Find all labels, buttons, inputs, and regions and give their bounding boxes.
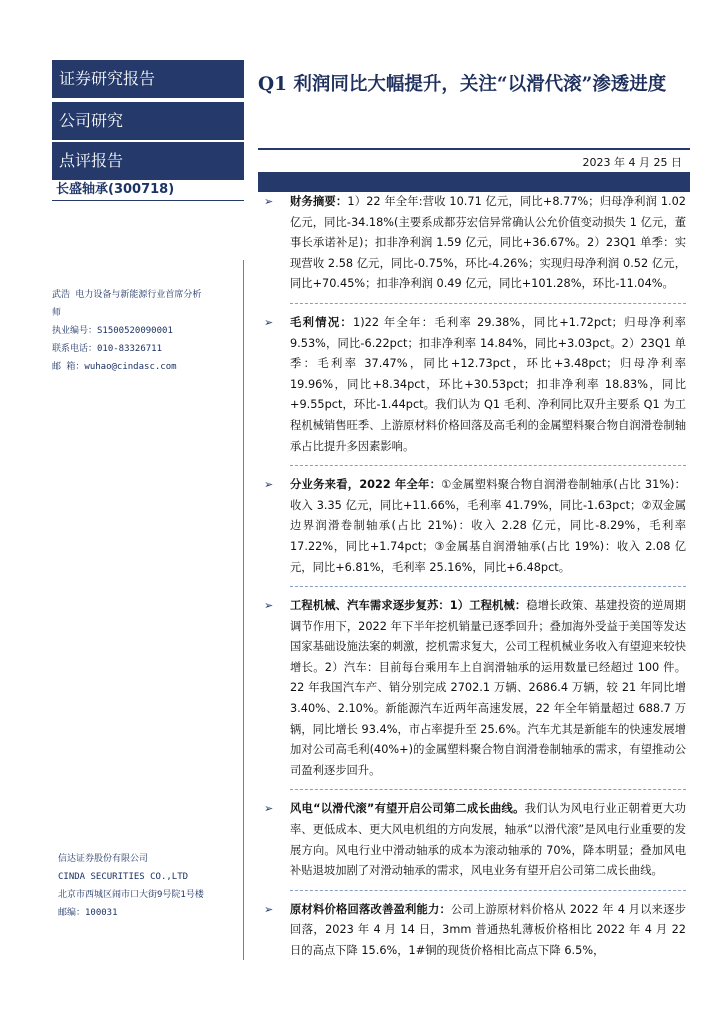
company-name: 长盛轴承(300718) bbox=[56, 182, 175, 197]
paragraph-wind-power bbox=[264, 799, 686, 881]
divider bbox=[290, 303, 686, 305]
arrow-bullet-icon: ➢ bbox=[264, 802, 274, 816]
analyst-info bbox=[52, 286, 244, 376]
arrow-bullet-icon: ➢ bbox=[264, 195, 274, 208]
firm-zip: 邮编：100031 bbox=[58, 908, 118, 918]
paragraph-text: ①金属塑料聚合物自润滑卷制轴承(占比 31%)：收入 3.35 亿元，同比+11.66%，毛利率 41.79%，同比-1.63pct；②双金属边界润滑卷制轴承(占比 21%)：收入 2.28 亿元，同比-8.29%，毛利率 17.22%，同比+1.74pct；③金属基自润滑轴承(占比 19%)：收入 2.08 亿元，同比+6.81%，毛利率 25.16%，同比+6.48pct。 bbox=[290, 478, 686, 574]
paragraph-lead: 毛利情况： bbox=[290, 315, 354, 329]
page-title: Q1 利润同比大幅提升，关注“以滑代滚”渗透进度 bbox=[258, 74, 667, 95]
paragraph-financial-summary bbox=[264, 192, 686, 295]
divider bbox=[290, 890, 686, 892]
divider bbox=[52, 200, 244, 201]
report-date: 2023 年 4 月 25 日 bbox=[582, 156, 682, 169]
cert-number: 执业编号：S1500520090001 bbox=[52, 326, 173, 336]
paragraph-text: 1）22 年全年:营收 10.71 亿元，同比+8.77%；归母净利润 1.02 亿元，同比-34.18%(主要系成都芬宏信异常确认公允价值变动损失 1 亿元，董事长承诺补足)；扣非净利润 1.59 亿元，同比+36.67%。2）23Q1 单季：实现营收 2.58 亿元，同比-0.75%，环比-4.26%；实现归母净利润 0.52 亿元，同比+70.45%；扣非净利润 0.49 亿元，同比+101.28%，环比-11.04%。 bbox=[290, 195, 686, 291]
paragraph-text: 稳增长政策、基建投资的逆周期调节作用下，2022 年下半年挖机销量已逐季回升；叠加海外受益于美国等发达国家基础设施法案的刺激，挖机需求复大，公司工程机械业务收入有望迎来较快增长。2）汽车：目前每台乘用车上自润滑轴承的运用数量已经超过 100 件。22 年我国汽车产、销分别完成 2702.1 万辆、2686.4 万辆，较 21 年同比增 3.40%、2.10%。新能源汽车近两年高速发展，22 年全年销量超过 688.7 万辆，同比增长 93.4%，市占率提升至 25.6%。汽车尤其是新能车的快速发展增加对公司高毛利(40%+)的金属塑料聚合物自润滑卷制轴承的需求，有望推动公司盈利逐步回升。 bbox=[290, 599, 686, 777]
divider bbox=[290, 465, 686, 467]
paragraph-lead: 财务摘要： bbox=[290, 195, 348, 208]
header-bar bbox=[258, 172, 690, 192]
paragraph-demand-recovery bbox=[264, 596, 686, 781]
title-rule bbox=[258, 148, 690, 150]
paragraph-lead: 分业务来看，2022 年全年： bbox=[290, 478, 442, 492]
paragraph-text: 1)22 年全年：毛利率 29.38%，同比+1.72pct；归母净利率 9.53%，同比-6.22pct；扣非净利率 14.84%，同比+3.03pct。2）23Q1 单季：毛利率 37.47%，同比+12.73pct，环比+3.48pct；归母净利率 19.96%，同比+8.34pct，环比+30.53pct；扣非净利率 18.83%，同比+9.55pct，环比-1.44pct。我们认为 Q1 毛利、净利同比双升主要系 Q1 为工程机械销售旺季、上游原材料价格回落及高毛利的金属塑料聚合物自润滑卷制轴承占比提升多因素影响。 bbox=[290, 315, 686, 453]
paragraph-lead: 风电“以滑代滚”有望开启公司第二成长曲线。 bbox=[290, 802, 525, 816]
arrow-bullet-icon: ➢ bbox=[264, 315, 274, 329]
paragraph-gross-margin bbox=[264, 313, 686, 457]
research-type: 公司研究 bbox=[52, 102, 244, 140]
paragraph-raw-materials bbox=[264, 900, 686, 962]
firm-address: 北京市西城区闹市口大街9号院1号楼 bbox=[58, 890, 204, 900]
divider bbox=[290, 789, 686, 791]
paragraph-lead: 工程机械、汽车需求逐步复苏：1）工程机械： bbox=[290, 599, 527, 613]
analyst-line1: 武浩 电力设备与新能源行业首席分析 bbox=[52, 290, 202, 300]
sidebar bbox=[52, 60, 244, 960]
email[interactable]: 邮 箱：wuhao@cindasc.com bbox=[52, 362, 177, 372]
firm-name-en: CINDA SECURITIES CO.,LTD bbox=[58, 872, 189, 882]
firm-name: 信达证券股份有限公司 bbox=[58, 854, 149, 864]
report-type: 点评报告 bbox=[52, 142, 244, 180]
arrow-bullet-icon: ➢ bbox=[264, 902, 274, 916]
phone: 联系电话：010-83326711 bbox=[52, 344, 163, 354]
divider bbox=[290, 586, 686, 588]
paragraph-text: 公司上游原材料价格从 2022 年 4 月以来逐步回落，2023 年 4 月 14 日，3mm 普通热轧薄板价格相比 2022 年 4 月 22 日的高点下降 15.6%，1#铜的现货价格相比高点下降 6.5%， bbox=[290, 902, 686, 957]
report-category: 证券研究报告 bbox=[52, 60, 244, 98]
arrow-bullet-icon: ➢ bbox=[264, 478, 274, 492]
firm-footer bbox=[58, 850, 244, 922]
arrow-bullet-icon: ➢ bbox=[264, 599, 274, 613]
paragraph-lead: 原材料价格回落改善盈利能力： bbox=[290, 902, 452, 916]
paragraph-text: 我们认为风电行业正朝着更大功率、更低成本、更大风电机组的方向发展，轴承“以滑代滚”是风电行业重要的发展方向。风电行业中滑动轴承的成本为滚动轴承的 70%，降本明显；叠加风电补贴退坡加剧了对滑动轴承的需求，风电业务有望开启公司第二成长曲线。 bbox=[290, 802, 686, 878]
paragraph-business-segments bbox=[264, 475, 686, 578]
report-body bbox=[264, 192, 686, 962]
analyst-line2: 师 bbox=[52, 308, 62, 318]
